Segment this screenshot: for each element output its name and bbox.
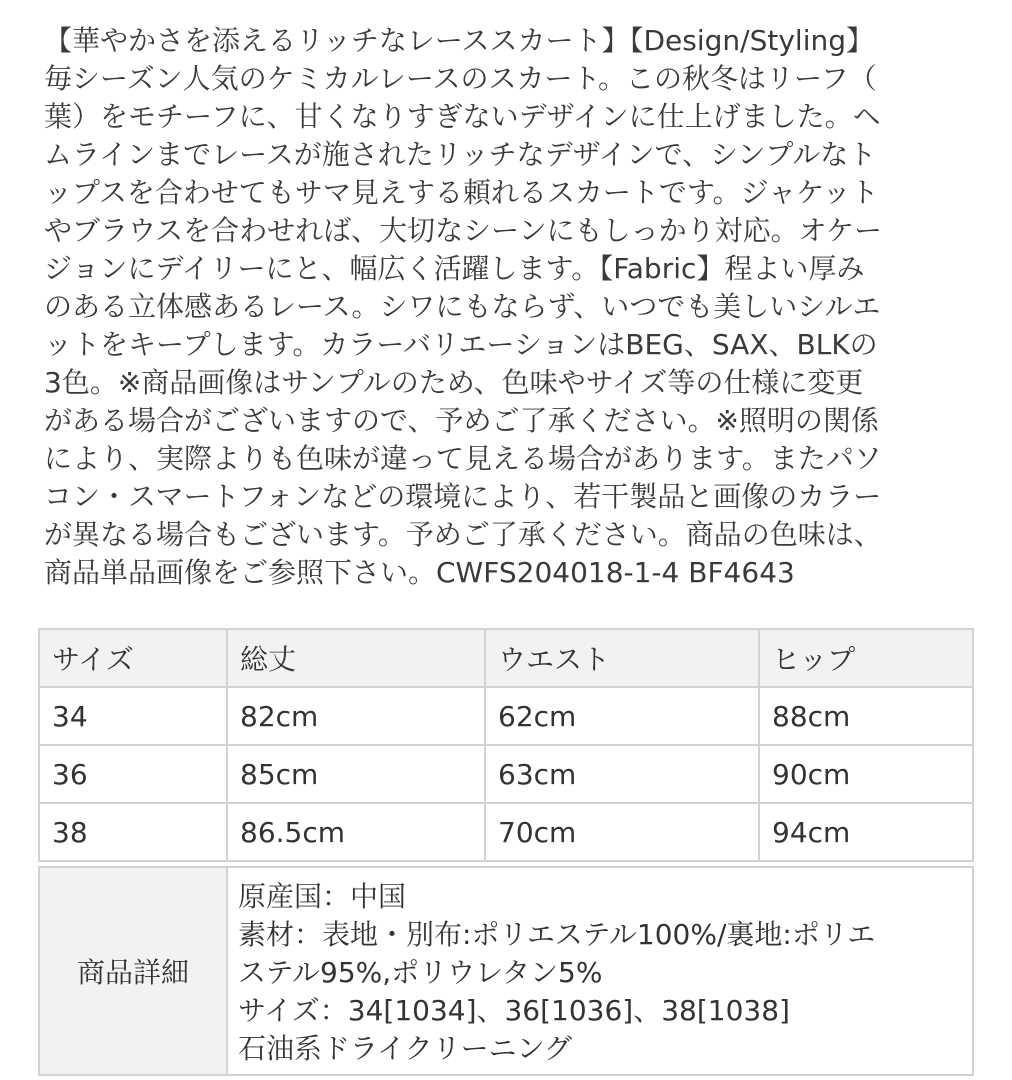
product-description: [44, 22, 974, 592]
description-line: 商品単品画像をご参照下さい。CWFS204018-1-4 BF4643: [44, 556, 795, 589]
table-row: [39, 803, 973, 861]
size-table: [38, 628, 974, 862]
description-line: のある立体感あるレース。シワにもならず、いつでも美しいシルエ: [44, 290, 881, 323]
description-line: 3色。※商品画像はサンプルのため、色味やサイズ等の仕様に変更: [44, 366, 864, 399]
description-line: 葉）をモチーフに、甘くなりすぎないデザインに仕上げました。ヘ: [44, 100, 881, 133]
length-cell: 82cm: [227, 687, 485, 745]
product-detail-table: [38, 866, 974, 1076]
material-line-continued: ステル95%,ポリウレタン5%: [238, 956, 603, 989]
hip-cell: 94cm: [759, 803, 973, 861]
origin-line: 原産国：中国: [238, 880, 407, 913]
size-header-cell: サイズ: [39, 629, 227, 687]
description-line: ットをキープします。カラーバリエーションはBEG、SAX、BLKの: [44, 328, 878, 361]
size-cell: 36: [39, 745, 227, 803]
description-line: 毎シーズン人気のケミカルレースのスカート。この秋冬はリーフ（: [44, 62, 877, 95]
hip-header-cell: ヒップ: [759, 629, 973, 687]
detail-row: [39, 867, 973, 1075]
detail-content: [227, 867, 973, 1075]
length-header-cell: 総丈: [227, 629, 485, 687]
hip-cell: 90cm: [759, 745, 973, 803]
table-row: [39, 687, 973, 745]
waist-cell: 62cm: [485, 687, 759, 745]
size-table-header-row: [39, 629, 973, 687]
description-line: がある場合がございますので、予めご了承ください。※照明の関係: [44, 404, 879, 437]
material-line: 素材：表地・別布:ポリエステル100%/裏地:ポリエ: [238, 918, 876, 951]
description-line: が異なる場合もございます。予めご了承ください。商品の色味は、: [44, 518, 882, 551]
description-line: 【華やかさを添えるリッチなレーススカート】【Design/Styling】: [44, 24, 874, 57]
description-line: コン・スマートフォンなどの環境により、若干製品と画像のカラー: [44, 480, 882, 513]
description-line: やブラウスを合わせれば、大切なシーンにもしっかり対応。オケー: [44, 214, 883, 247]
care-line: 石油系ドライクリーニング: [238, 1032, 573, 1065]
description-line: ムラインまでレースが施されたリッチなデザインで、シンプルなト: [44, 138, 877, 171]
hip-cell: 88cm: [759, 687, 973, 745]
size-cell: 34: [39, 687, 227, 745]
length-cell: 86.5cm: [227, 803, 485, 861]
table-row: [39, 745, 973, 803]
size-cell: 38: [39, 803, 227, 861]
waist-cell: 70cm: [485, 803, 759, 861]
description-line: ップスを合わせてもサマ見えする頼れるスカートです。ジャケット: [44, 176, 879, 209]
description-line: ジョンにデイリーにと、幅広く活躍します。【Fabric】程よい厚み: [44, 252, 865, 285]
detail-label: 商品詳細: [39, 867, 227, 1075]
size-code-line: サイズ：34[1034]、36[1036]、38[1038]: [238, 994, 790, 1027]
description-line: により、実際よりも色味が違って見える場合があります。またパソ: [44, 442, 882, 475]
length-cell: 85cm: [227, 745, 485, 803]
waist-header-cell: ウエスト: [485, 629, 759, 687]
waist-cell: 63cm: [485, 745, 759, 803]
